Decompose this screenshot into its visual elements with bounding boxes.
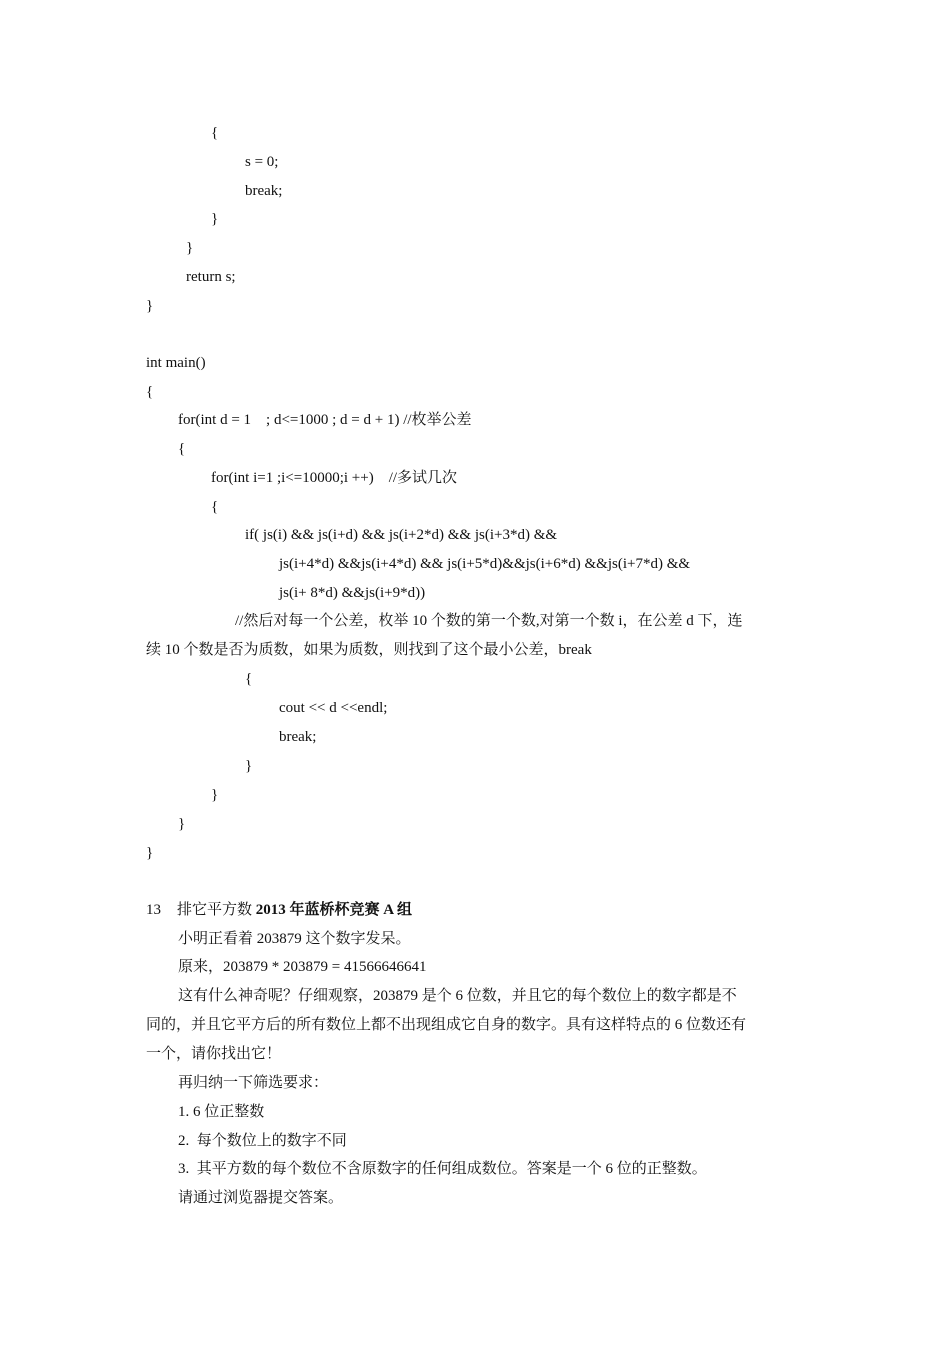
code-line: break; — [245, 183, 283, 199]
code-line: int main() — [146, 355, 206, 371]
code-line: } — [186, 240, 194, 256]
requirement-item: 2. 每个数位上的数字不同 — [178, 1133, 347, 1149]
code-line: { — [211, 499, 219, 515]
code-comment: 续 10 个数是否为质数，如果为质数，则找到了这个最小公差，break — [146, 642, 592, 658]
code-line: } — [146, 845, 154, 861]
code-line: { — [245, 671, 253, 687]
code-line: } — [211, 787, 219, 803]
paragraph: 原来，203879 * 203879 = 41566646641 — [178, 959, 427, 975]
code-line: { — [211, 125, 219, 141]
code-line: for(int d = 1 ; d<=1000 ; d = d + 1) //枚举公差 — [178, 412, 472, 428]
code-line: js(i+4*d) &&js(i+4*d) && js(i+5*d)&&js(i+6*d) &&js(i+7*d) && — [279, 556, 691, 572]
paragraph: 这有什么神奇呢？仔细观察，203879 是个 6 位数，并且它的每个数位上的数字都是不 — [178, 988, 737, 1004]
code-line: js(i+ 8*d) &&js(i+9*d)) — [279, 585, 426, 601]
requirement-item: 1. 6 位正整数 — [178, 1104, 265, 1120]
paragraph: 再归纳一下筛选要求： — [178, 1075, 329, 1091]
code-line: break; — [279, 729, 317, 745]
code-line: { — [178, 441, 186, 457]
code-line: s = 0; — [245, 154, 279, 170]
code-line: } — [211, 211, 219, 227]
paragraph: 请通过浏览器提交答案。 — [178, 1190, 344, 1206]
code-comment: //然后对每一个公差，枚举 10 个数的第一个数,对第一个数 i，在公差 d 下，连 — [235, 613, 743, 629]
code-line: cout << d <<endl; — [279, 700, 388, 716]
code-line: } — [146, 298, 154, 314]
code-line: { — [146, 384, 154, 400]
code-line: } — [178, 816, 186, 832]
paragraph: 一个，请你找出它！ — [146, 1046, 282, 1062]
paragraph: 小明正看着 203879 这个数字发呆。 — [178, 931, 411, 947]
requirement-item: 3. 其平方数的每个数位不含原数字的任何组成数位。答案是一个 6 位的正整数。 — [178, 1161, 707, 1177]
problem-number: 13 — [146, 902, 161, 918]
paragraph: 同的，并且它平方后的所有数位上都不出现组成它自身的数字。具有这样特点的 6 位数还有 — [146, 1017, 747, 1033]
problem-title: 排它平方数 — [177, 902, 253, 918]
problem-source: 2013 年蓝桥杯竞赛 A 组 — [255, 902, 413, 918]
problem-heading — [146, 901, 412, 920]
code-line: if( js(i) && js(i+d) && js(i+2*d) && js(i+3*d) && — [245, 527, 558, 543]
code-line: return s; — [186, 269, 236, 285]
code-line: for(int i=1 ;i<=10000;i ++) //多试几次 — [211, 470, 458, 486]
code-line: } — [245, 758, 253, 774]
